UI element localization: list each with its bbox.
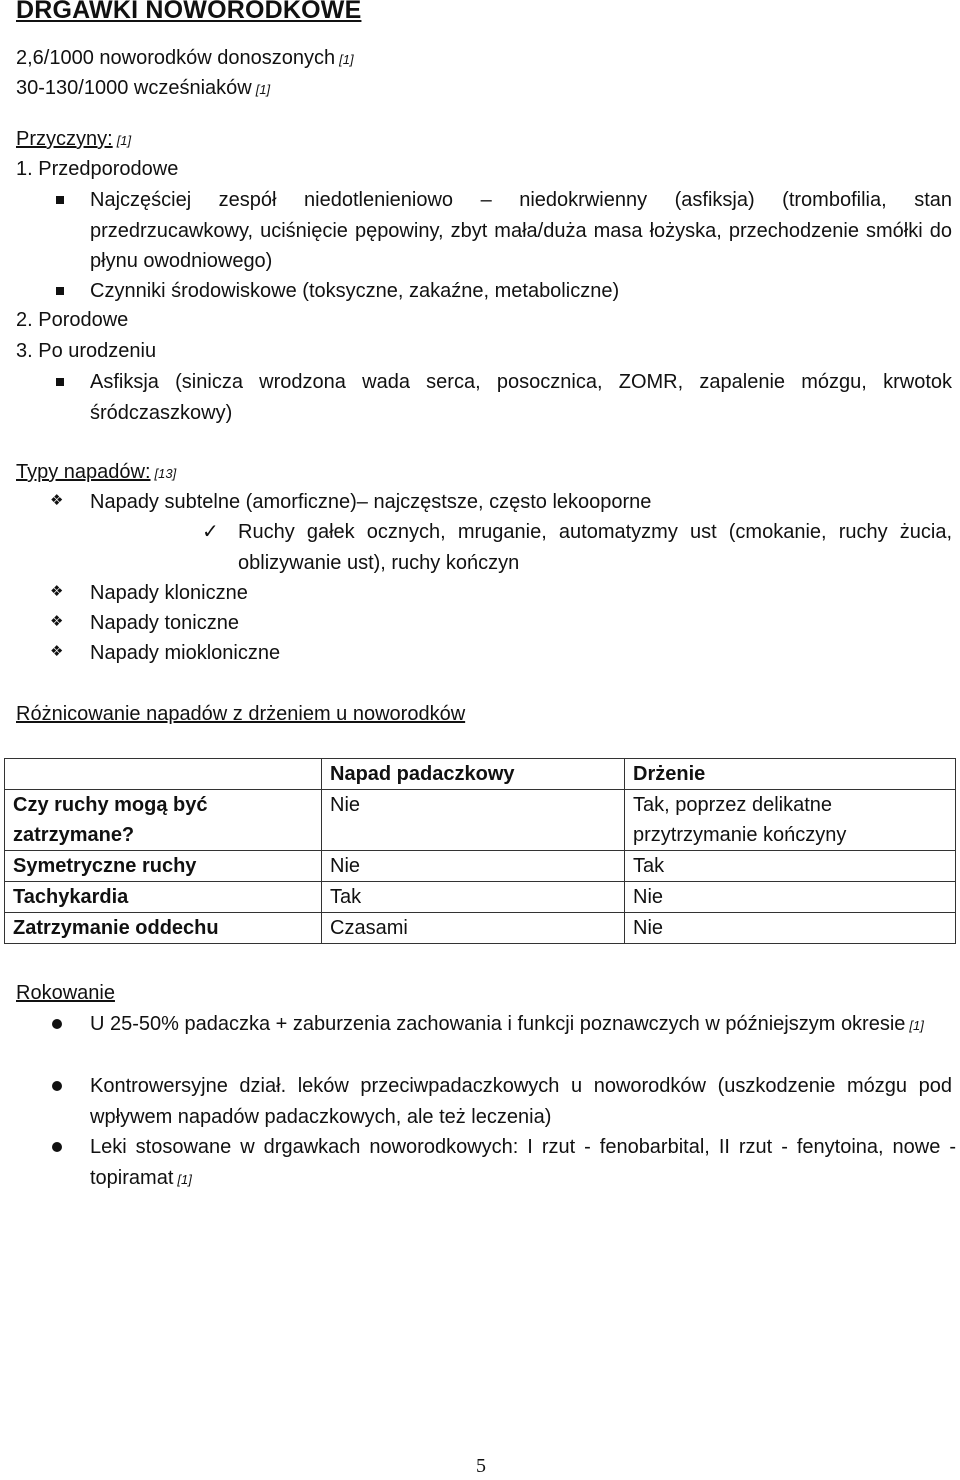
citation: [1] (339, 52, 354, 67)
table-header-row (5, 759, 956, 790)
cause-postnatal-asphyxia (90, 367, 952, 428)
cause-prenatal-hypoxia (90, 185, 952, 277)
row-seizure-value: Czasami (322, 913, 625, 944)
table-row (5, 790, 956, 851)
cause-prenatal-environmental: Czynniki środowiskowe (toksyczne, zakaźne, metaboliczne) (90, 280, 620, 302)
cause-perinatal: 2. Porodowe (16, 309, 129, 331)
prognosis-drugs-text: Leki stosowane w drgawkach noworodkowych: I rzut - fenobarbital, II rzut - fenytoina, nowe - topiramat (90, 1136, 956, 1189)
seizures-heading-text: Typy napadów: (16, 461, 151, 483)
diamond-bullet-icon: ❖ (50, 492, 64, 509)
prognosis-heading-text: Rokowanie (16, 982, 115, 1004)
prognosis-heading (16, 978, 115, 1008)
citation: [1] (177, 1171, 192, 1187)
row-seizure-value: Tak (322, 882, 625, 913)
citation: [13] (154, 466, 177, 481)
row-tremor-value: Tak, poprzez delikatne przytrzymanie kończyny (625, 790, 956, 851)
cause-postnatal: 3. Po urodzeniu (16, 340, 157, 362)
prognosis-epilepsy-risk (90, 1009, 952, 1042)
page-title: DRGAWKI NOWORODKOWE (16, 0, 362, 24)
cause-prenatal: 1. Przedporodowe (16, 158, 179, 180)
square-bullet-icon (56, 196, 64, 204)
differential-table (4, 758, 956, 944)
row-label: Tachykardia (5, 882, 322, 913)
differential-heading (16, 699, 465, 729)
seizure-subtle-detail-text: Ruchy gałek ocznych, mruganie, automatyzmy ust (cmokanie, ruchy żucia, oblizywanie ust), ruchy kończyn (238, 521, 952, 574)
table-row (5, 851, 956, 882)
cause-postnatal-asphyxia-text: Asfiksja (sinicza wrodzona wada serca, posocznica, ZOMR, zapalenie mózgu, krwotok śródczaszkowy) (90, 371, 952, 424)
stat-preterm (16, 73, 270, 105)
page-number: 5 (476, 1455, 486, 1477)
seizure-myoclonic: Napady miokloniczne (90, 642, 281, 664)
citation: [1] (255, 82, 271, 97)
stat-term (16, 43, 354, 75)
table-row (5, 882, 956, 913)
table-row (5, 913, 956, 944)
stat-term-text: 2,6/1000 noworodków donoszonych (16, 47, 336, 69)
citation: [1] (116, 133, 132, 148)
citation: [1] (909, 1018, 924, 1033)
row-seizure-value: Nie (322, 790, 625, 851)
seizure-tonic: Napady toniczne (90, 612, 239, 634)
row-label: Symetryczne ruchy (5, 851, 322, 882)
row-tremor-value: Nie (625, 882, 956, 913)
seizure-subtle-detail (238, 517, 952, 578)
prognosis-drugs (90, 1132, 956, 1195)
differential-heading-text: Różnicowanie napadów z drżeniem u noworodków (16, 703, 466, 725)
row-label: Zatrzymanie oddechu (5, 913, 322, 944)
seizure-subtle: Napady subtelne (amorficzne)– najczęstsze, często lekooporne (90, 491, 652, 513)
diamond-bullet-icon: ❖ (50, 583, 64, 600)
row-seizure-value: Nie (322, 851, 625, 882)
checkmark-icon: ✓ (202, 521, 219, 543)
prognosis-controversy (90, 1071, 952, 1132)
square-bullet-icon (56, 287, 64, 295)
dot-bullet-icon (52, 1019, 62, 1029)
table-header-empty (5, 759, 322, 790)
diamond-bullet-icon: ❖ (50, 643, 64, 660)
table-header-seizure: Napad padaczkowy (322, 759, 625, 790)
prognosis-controversy-text: Kontrowersyjne dział. leków przeciwpadaczkowych u noworodków (uszkodzenie mózgu pod wpływem napadów padaczkowych, ale też leczenia) (90, 1075, 952, 1128)
causes-heading-text: Przyczyny: (16, 128, 113, 150)
row-tremor-value: Tak (625, 851, 956, 882)
causes-heading (16, 124, 131, 156)
stat-preterm-text: 30-130/1000 wcześniaków (16, 77, 252, 99)
table-header-tremor: Drżenie (625, 759, 956, 790)
dot-bullet-icon (52, 1142, 62, 1152)
seizure-clonic: Napady kloniczne (90, 582, 248, 604)
row-tremor-value: Nie (625, 913, 956, 944)
dot-bullet-icon (52, 1081, 62, 1091)
cause-prenatal-hypoxia-text: Najczęściej zespół niedotlenieniowo – niedokrwienny (asfiksja) (trombofilia, stan przedrzucawkowy, uciśnięcie pępowiny, zbyt mała/duża masa łożyska, przechodzenie smółki do płynu owodniowego) (90, 189, 952, 272)
prognosis-epilepsy-risk-text: U 25-50% padaczka + zaburzenia zachowania i funkcji poznawczych w późniejszym okresie (90, 1013, 906, 1035)
seizures-heading (16, 457, 176, 489)
diamond-bullet-icon: ❖ (50, 613, 64, 630)
row-label: Czy ruchy mogą być zatrzymane? (5, 790, 322, 851)
square-bullet-icon (56, 378, 64, 386)
